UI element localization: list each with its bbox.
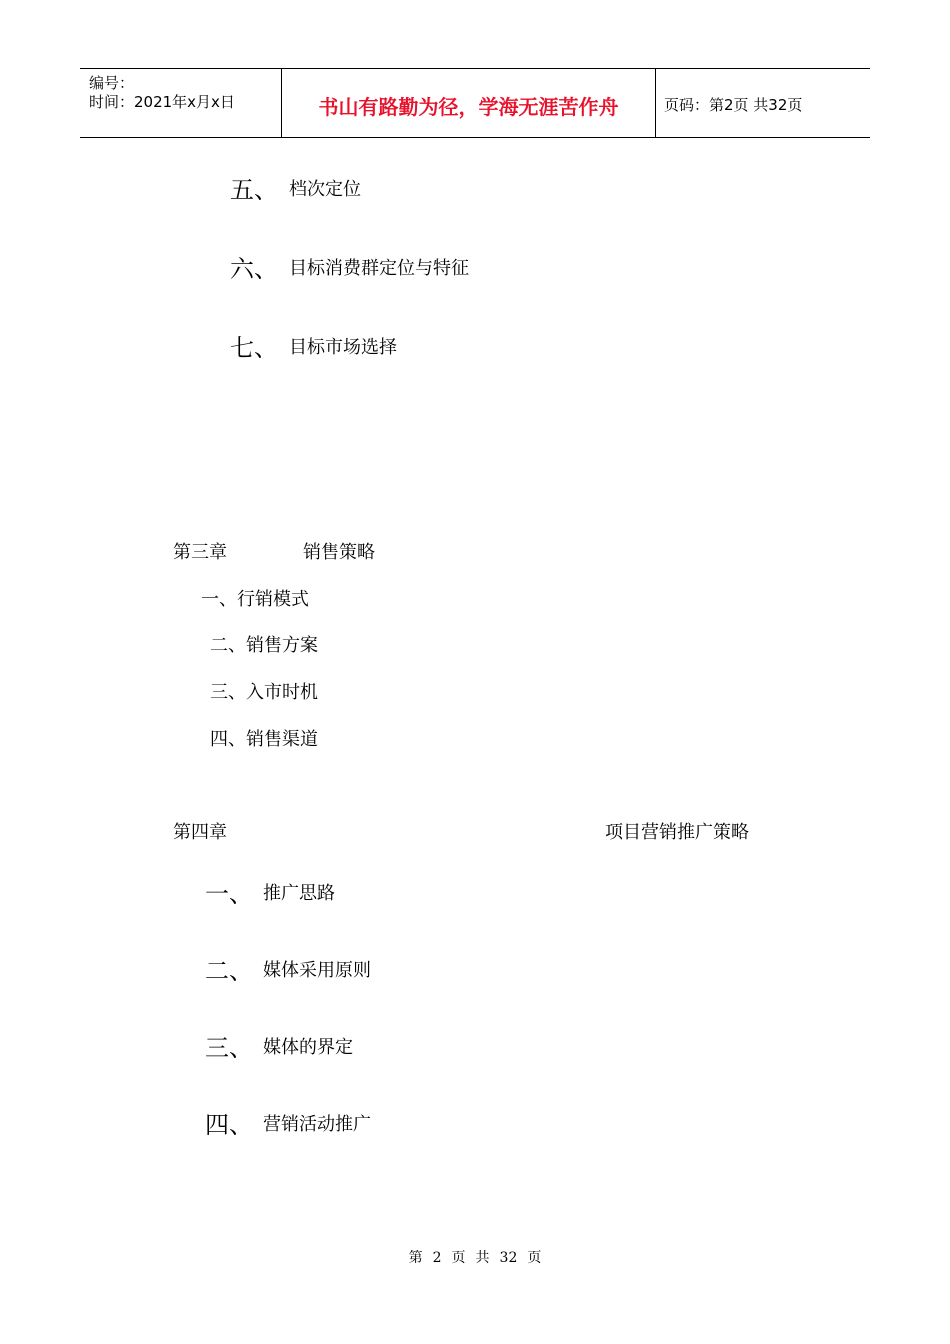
page-header: [80, 68, 870, 138]
chapter-item: 二、销售方案: [210, 635, 318, 656]
section-number: 三、: [205, 1034, 253, 1062]
section-number: 五、: [230, 176, 278, 204]
chapter-label: 第四章: [173, 822, 227, 843]
footer-ye: 页: [527, 1250, 542, 1266]
header-page-cell: [655, 69, 870, 137]
section-number: 六、: [230, 255, 278, 283]
footer-di: 第: [408, 1250, 423, 1266]
page-footer: [0, 1247, 950, 1267]
section-title: 档次定位: [289, 179, 361, 200]
chapter-title: 销售策略: [303, 542, 375, 563]
chapter-item: 四、销售渠道: [210, 729, 318, 750]
footer-page-number: 2: [432, 1250, 442, 1266]
chapter-item: 一、行销模式: [201, 589, 309, 610]
header-motto-cell: [281, 69, 656, 137]
header-page-number: 页码：第2页 共32页: [664, 96, 803, 114]
section-title: 营销活动推广: [263, 1114, 371, 1135]
section-number: 二、: [205, 957, 253, 985]
section-number: 七、: [230, 334, 278, 362]
header-info-cell: [80, 69, 281, 137]
section-title: 媒体采用原则: [263, 960, 371, 981]
chapter-item: 三、入市时机: [210, 682, 318, 703]
section-title: 目标市场选择: [289, 337, 397, 358]
header-motto: 书山有路勤为径，学海无涯苦作舟: [318, 95, 619, 119]
section-number: 四、: [205, 1111, 253, 1139]
section-title: 推广思路: [263, 883, 335, 904]
section-title: 目标消费群定位与特征: [289, 258, 469, 279]
chapter-label: 第三章: [173, 542, 227, 563]
document-date: 时间：2021年x月x日: [89, 93, 235, 111]
footer-total-pages: 32: [499, 1250, 518, 1266]
section-title: 媒体的界定: [263, 1037, 353, 1058]
chapter-title: 项目营销推广策略: [605, 822, 749, 843]
footer-ye: 页: [451, 1250, 466, 1266]
footer-gong: 共: [475, 1250, 490, 1266]
document-code-label: 编号：: [89, 74, 135, 92]
section-number: 一、: [205, 880, 253, 908]
